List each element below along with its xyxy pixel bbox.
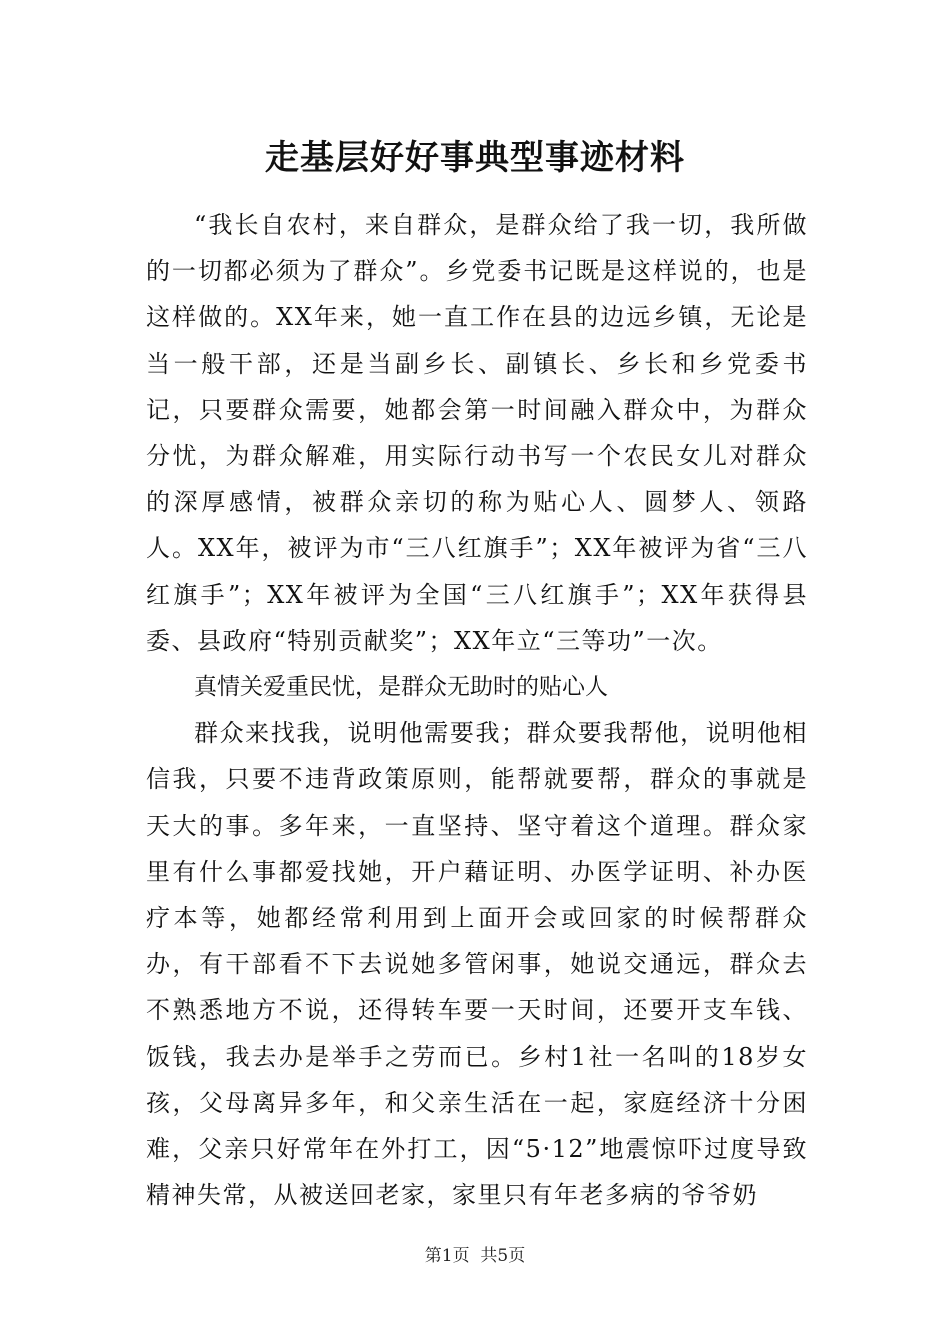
section-heading: 真情关爱重民忧，是群众无助时的贴心人 (194, 674, 608, 701)
paragraph-intro: “我长自农村，来自群众，是群众给了我一切，我所做的一切都必须为了群众”。乡党委书记既是这样说的，也是这样做的。XX年来，她一直工作在县的边远乡镇，无论是当一般干部，还是当副乡长、副镇长、乡长和乡党委书记，只要群众需要，她都会第一时间融入群众中，为群众分忧，为群众解难，用实际行动书写一个农民女儿对群众的深厚感情，被群众亲切的称为贴心人、圆梦人、领路人。XX年，被评为市“三八红旗手”；XX年被评为省“三八红旗手”；XX年被评为全国“三八红旗手”；XX年获得县委、县政府“特别贡献奖”；XX年立“三等功”一次。 (146, 211, 808, 655)
page-number-label: 第1页 共5页 (424, 1246, 526, 1266)
paragraph-section-body: 群众来找我，说明他需要我；群众要我帮他，说明他相信我，只要不违背政策原则，能帮就要帮，群众的事就是天大的事。多年来，一直坚持、坚守着这个道理。群众家里有什么事都爱找她，开户藉证明、办医学证明、补办医疗本等，她都经常利用到上面开会或回家的时候帮群众办，有干部看不下去说她多管闲事，她说交通远，群众去不熟悉地方不说，还得转车要一天时间，还要开支车钱、饭钱，我去办是举手之劳而已。乡村1社一名叫的18岁女孩，父母离异多年，和父亲生活在一起，家庭经济十分困难，父亲只好常年在外打工，因“5·12”地震惊吓过度导致精神失常，从被送回老家，家里只有年老多病的爷爷奶 (146, 719, 808, 1210)
document-body (146, 202, 808, 1218)
page-footer (0, 1244, 950, 1268)
document-title: 走基层好好事典型事迹材料 (265, 138, 685, 178)
